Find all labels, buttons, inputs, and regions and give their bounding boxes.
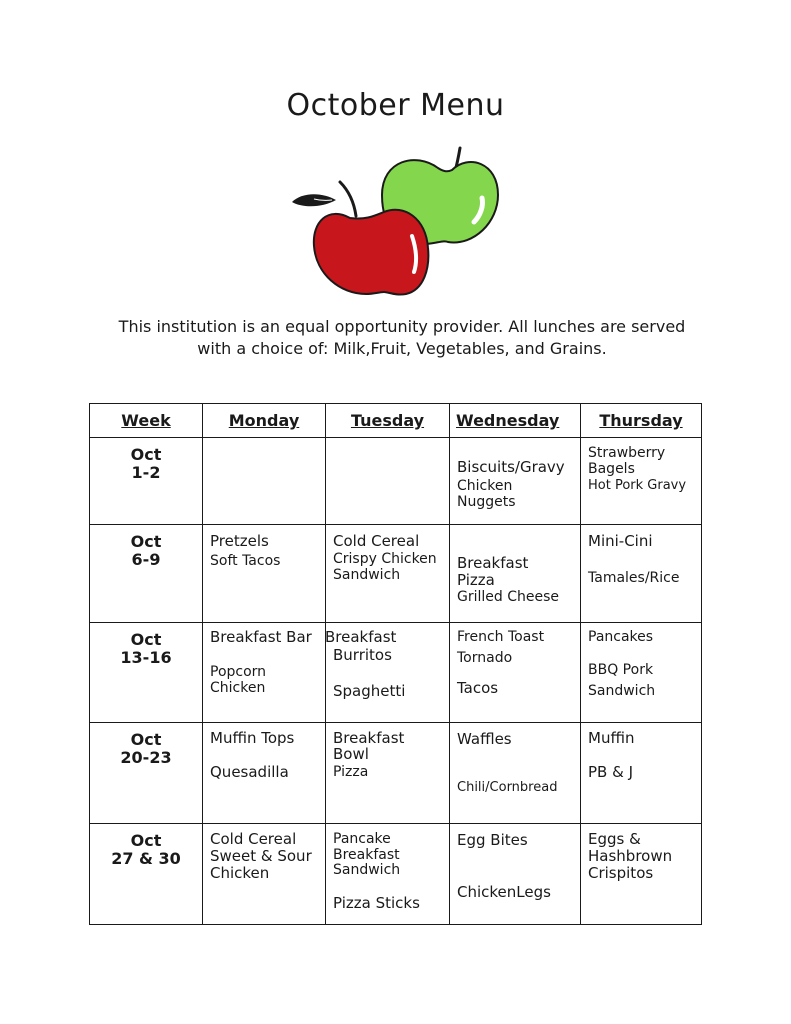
- menu-item: Bowl: [333, 745, 369, 763]
- menu-item: Pizza Sticks: [333, 894, 420, 912]
- table-row: [90, 438, 702, 525]
- tuesday-cell: [326, 438, 450, 525]
- header-week: Week: [90, 404, 203, 438]
- menu-item: Nuggets: [457, 494, 516, 510]
- header-monday: Monday: [203, 404, 326, 438]
- thursday-cell: [581, 623, 702, 723]
- menu-item: Muffin: [588, 729, 635, 747]
- week-dates: 27 & 30: [111, 849, 181, 868]
- menu-item: Pizza: [333, 764, 369, 780]
- week-cell: [90, 623, 203, 723]
- header-tuesday: Tuesday: [326, 404, 450, 438]
- menu-item: Hot Pork Gravy: [588, 478, 687, 493]
- tuesday-cell: [326, 723, 450, 824]
- table-row: [90, 623, 702, 723]
- menu-item: Pancake: [333, 831, 391, 847]
- week-cell: [90, 438, 203, 525]
- menu-item: Muffin Tops: [210, 729, 295, 747]
- monday-cell: [203, 723, 326, 824]
- tuesday-cell: [326, 824, 450, 925]
- week-month: Oct: [130, 831, 162, 850]
- menu-table: [89, 403, 702, 925]
- menu-item: Pretzels: [210, 532, 269, 550]
- monday-cell: [203, 824, 326, 925]
- menu-item: BBQ Pork: [588, 662, 654, 678]
- menu-item: Pizza: [457, 571, 495, 589]
- menu-item: Breakfast: [333, 729, 405, 747]
- menu-item: Cold Cereal: [210, 830, 297, 848]
- tuesday-cell: [326, 525, 450, 623]
- monday-cell: [203, 438, 326, 525]
- menu-item: Sweet & Sour: [210, 847, 312, 865]
- thursday-cell: [581, 824, 702, 925]
- menu-item: Chicken: [457, 478, 513, 494]
- wednesday-cell: [450, 824, 581, 925]
- menu-item: Biscuits/Gravy: [457, 458, 565, 476]
- menu-item: PB & J: [588, 763, 633, 781]
- menu-item: Cold Cereal: [333, 532, 420, 550]
- page-title: October Menu: [286, 88, 505, 123]
- menu-item: Sandwich: [333, 862, 401, 878]
- menu-item: Spaghetti: [333, 682, 406, 700]
- table-row: [90, 525, 702, 623]
- menu-item: Breakfast: [333, 847, 400, 863]
- menu-item: Tacos: [457, 679, 499, 697]
- menu-item: Eggs &: [588, 830, 641, 848]
- menu-item: Tornado: [457, 650, 513, 666]
- week-dates: 6-9: [131, 550, 161, 569]
- menu-item: Waffles: [457, 730, 512, 748]
- week-cell: [90, 525, 203, 623]
- thursday-cell: [581, 525, 702, 623]
- menu-item: Chicken: [210, 864, 270, 882]
- week-cell: [90, 824, 203, 925]
- monday-cell: [203, 525, 326, 623]
- menu-item: Chicken: [210, 680, 266, 696]
- menu-item: Crispy Chicken: [333, 551, 437, 567]
- menu-item: Crispitos: [588, 864, 654, 882]
- menu-item: Breakfast Bar: [210, 628, 312, 646]
- week-month: Oct: [130, 445, 162, 464]
- menu-item: Popcorn: [210, 664, 267, 680]
- menu-item: Strawberry: [588, 445, 666, 461]
- week-dates: 13-16: [120, 648, 172, 667]
- apples-illustration: [288, 140, 508, 305]
- menu-item: Chili/Cornbread: [457, 780, 558, 795]
- week-dates: 1-2: [131, 463, 161, 482]
- monday-cell: [203, 623, 326, 723]
- week-month: Oct: [130, 730, 162, 749]
- wednesday-cell: [450, 723, 581, 824]
- menu-item: Hashbrown: [588, 847, 673, 865]
- menu-item: Bagels: [588, 461, 635, 477]
- week-month: Oct: [130, 630, 162, 649]
- table-row: [90, 723, 702, 824]
- week-month: Oct: [130, 532, 162, 551]
- menu-item: Grilled Cheese: [457, 589, 560, 605]
- wednesday-cell: [450, 525, 581, 623]
- menu-item: Quesadilla: [210, 763, 289, 781]
- wednesday-cell: [450, 623, 581, 723]
- menu-item: Soft Tacos: [210, 553, 281, 569]
- header-thursday: Thursday: [581, 404, 702, 438]
- wednesday-cell: [450, 438, 581, 525]
- menu-item: Egg Bites: [457, 831, 528, 849]
- table-row: [90, 824, 702, 925]
- menu-item: French Toast: [457, 629, 545, 645]
- header-row: [90, 404, 702, 438]
- menu-item: Mini-Cini: [588, 532, 653, 550]
- week-cell: [90, 723, 203, 824]
- menu-item: Burritos: [333, 646, 392, 664]
- menu-item: Tamales/Rice: [588, 570, 680, 586]
- menu-item: Pancakes: [588, 629, 654, 645]
- thursday-cell: [581, 723, 702, 824]
- equal-opportunity-notice: This institution is an equal opportunity provider. All lunches are served with a choice of: Milk,Fruit, Vegetables, and Grains.: [118, 317, 686, 358]
- menu-item: ChickenLegs: [457, 883, 551, 901]
- week-dates: 20-23: [120, 748, 172, 767]
- menu-item: Breakfast: [457, 554, 529, 572]
- menu-item: Breakfast: [325, 628, 397, 646]
- header-wednesday: Wednesday: [450, 404, 581, 438]
- tuesday-cell: [326, 623, 450, 723]
- menu-item: Sandwich: [333, 567, 401, 583]
- thursday-cell: [581, 438, 702, 525]
- menu-item: Sandwich: [588, 683, 656, 699]
